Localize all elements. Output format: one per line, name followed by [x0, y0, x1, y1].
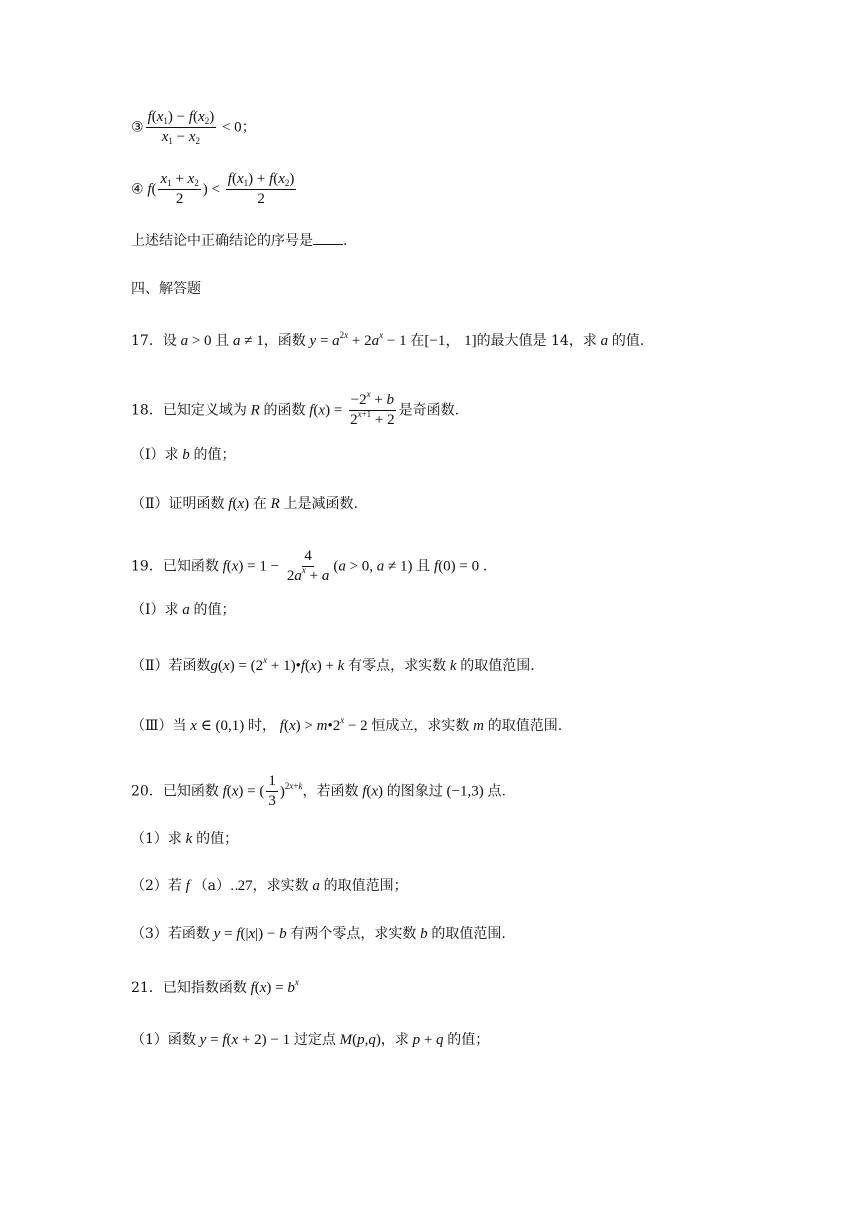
question-21-part-1: （1）函数 y = f(x + 2) − 1 过定点 M(p,q)，求 p + q 的值； — [131, 1032, 490, 1048]
question-19: 19．已知函数 f(x) = 1 − $\frac{4}{2a^x + a}$ (a > 0, a ≠ 1) 且 f(0) = 0 . — [131, 548, 488, 584]
q16-answer-prompt: 上述结论中正确结论的序号是 . — [131, 233, 348, 249]
statement-3: ③ $\frac{f(x_1) - f(x_2)}{x_1 - x_2}$ < 0； — [131, 109, 256, 146]
one-third-fraction: $\frac{1}{3}$ — [268, 773, 276, 809]
question-17: 17．设 a > 0 且 a ≠ 1，函数 $y = a^{2x} + 2a^x - 1$ 在[−1， 1]的最大值是 14，求 a 的值. — [131, 330, 645, 349]
question-19-part-3: （Ⅲ）当 x ∈ (0,1) 时， $f(x) > m•2^x - 2$ 恒成立，求实数 m 的取值范围. — [131, 715, 563, 734]
question-20-part-3: （3）若函数 y = f(|x|) − b 有两个零点，求实数 b 的取值范围. — [131, 926, 506, 942]
difference-quotient: $\frac{f(x_1) - f(x_2)}{x_1 - x_2}$ — [147, 109, 215, 146]
answer-blank — [313, 232, 343, 245]
q18-fraction: $\frac{-2^x + b}{2^{x+1} + 2}$ — [350, 389, 395, 428]
statement-4-label: ④ — [131, 181, 144, 198]
question-20: 20．已知函数 f(x) = ( $\frac{1}{3}$ )$^{2x+k}$，若函数 f(x) 的图象过 (−1,3) 点. — [131, 773, 506, 809]
question-19-part-2: （Ⅱ）若函数$g(x) = (2^x$ + 1)•f(x) + k 有零点，求实数 k 的取值范围. — [131, 655, 535, 674]
q19-fraction: $\frac{4}{2a^x + a}$ — [286, 548, 330, 584]
question-18-part-2: （Ⅱ）证明函数 f(x) 在 R 上是减函数. — [131, 496, 358, 512]
section-heading: 四、解答题 — [131, 281, 201, 297]
statement-3-label: ③ — [131, 119, 144, 136]
question-20-part-2: （2）若 f （a）‥27，求实数 a 的取值范围； — [131, 878, 408, 894]
question-18: 18．已知定义域为 R 的函数 f(x) = $\frac{-2^x + b}{2^{x+1} + 2}$ 是奇函数. — [131, 389, 460, 428]
question-18-part-1: （Ⅰ）求 b 的值； — [131, 447, 236, 463]
question-20-part-1: （1）求 k 的值； — [131, 831, 239, 847]
midpoint-fraction: $\frac{x_1 + x_2}{2}$ — [160, 171, 199, 207]
question-21: 21．已知指数函数 $f(x) = b^x$ — [131, 977, 299, 996]
statement-4: ④ f( $\frac{x_1 + x_2}{2}$ ) < $\frac{f(x_1) + f(x_2)}{2}$ — [131, 171, 295, 207]
average-fraction: $\frac{f(x_1) + f(x_2)}{2}$ — [227, 171, 295, 207]
question-19-part-1: （Ⅰ）求 a 的值； — [131, 602, 236, 618]
